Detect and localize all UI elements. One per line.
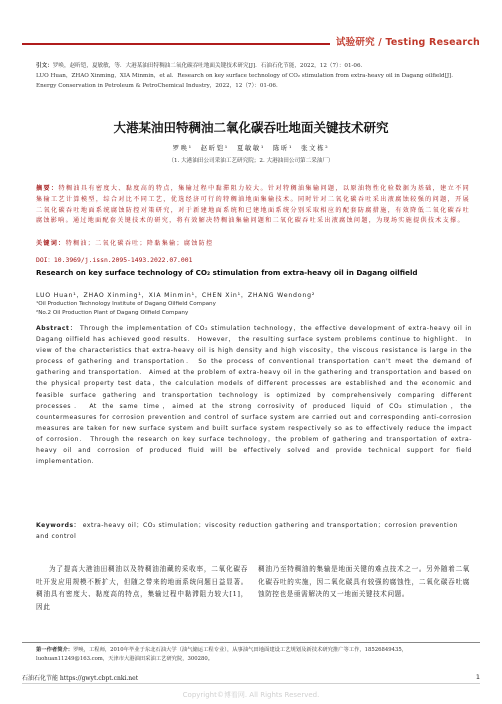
chinese-abstract [36, 184, 470, 227]
copyright-watermark: Copyright©博看网. All Rights Reserved. [182, 691, 320, 699]
english-affiliation-1: ¹Oil Production Technology Institute of Dagang Oilfield Company [36, 301, 216, 307]
citation-block [36, 61, 472, 91]
citation-cn: 罗唤，赵昕铠，夏敏敏，等．大港某油田特稠油二氧化碳吞吐地面关键技术研究[J]．石油石化节能，2022，12（7）：01-06． [52, 63, 367, 69]
section-header [22, 37, 480, 48]
page-number: 1 [475, 673, 480, 681]
author-list: 罗唤¹ 赵昕铠¹ 夏敏敏¹ 陈昕¹ 张文栋² [172, 144, 330, 152]
english-keywords [36, 520, 472, 542]
footnote-divider [22, 642, 480, 643]
body-right-column: 稠油乃至特稠油的集输是地面关键的难点技术之一。另外随着二氧化碳吞吐的实施，因二氧化碳具有较强的腐蚀性，二氧化碳吞吐腐蚀防控也是亟需解决的又一地面关键技术问题。 [258, 565, 470, 599]
english-affiliation-2: ²No.2 Oil Production Plant of Dagang Oilfield Company [36, 310, 189, 316]
english-title: Research on key surface technology of CO₂ stimulation from extra-heavy oil in Dagang oilfield [36, 268, 418, 277]
chinese-abstract-text: 特稠油具有密度大、黏度高的特点，集输过程中黏滞阻力较大。针对特稠油集输问题，以原油物性化验数据为基础，建立不同集输工艺计算模型，综合对比不同工艺，优选经济可行的特稠油地面集输技术。同时针对二氧化碳吞吐采出液腐蚀较强的问题，开展二氧化碳吞吐地面系统腐蚀防控对策研究，对于新建地面系统和已建地面系统分别采取相应的配套防腐措施，有效降低二氧化碳吞吐腐蚀影响。通过地面配套关键技术的研究，将有效解决特稠油集输问题和二氧化碳吞吐采出液腐蚀问题，为现场实施提供技术支撑。 [36, 185, 470, 225]
english-abstract-label: Abstract： [36, 325, 78, 332]
paper-title: 大港某油田特稠油二氧化碳吞吐地面关键技术研究 [113, 120, 389, 135]
english-keywords-text: extra-heavy oil；CO₂ stimulation；viscosity reduction gathering and transportation；corrosion prevention and control [36, 522, 458, 541]
chinese-keywords-text: 特稠油；二氧化碳吞吐；降黏集输；腐蚀防控 [65, 240, 214, 247]
section-label: 试验研究 / Testing Research [330, 34, 480, 48]
chinese-abstract-label: 摘要： [36, 185, 59, 192]
chinese-keywords [36, 238, 470, 247]
body-left-column: 为了提高大港油田稠油以及特稠油油藏的采收率，二氧化碳吞吐开发应用规模不断扩大，但随之带来的地面系统问题日益显著。稠油具有密度大、黏度高的特点，集输过程中黏滞阻力较大[1]，因此 [36, 565, 248, 611]
english-abstract [36, 323, 472, 467]
footer-rule [22, 683, 480, 684]
english-keywords-label: Keywords： [36, 522, 81, 529]
author-footnote [36, 646, 472, 664]
english-abstract-text: Through the implementation of CO₂ stimulation technology，the effective development of extra-heavy oil in Dagang oilfield has achieved good results． However， the resulting surface system problems continue to highlight． In view of the characteristics that extra-heavy oil is high density and high viscosity，the viscous resistance is large in the process of gathering and transportation． So the process of conventional transportation can't meet the demand of gathering and transportation． Aimed at the problem of extra-heavy oil in the gathering and transportation and based on the physical property test data，the calculation models of different processes are established and the economic and feasible surface gathering and transportation technology is optimized by comprehensively comparing different processes． At the same time，aimed at the strong corrosivity of produced liquid of CO₂ stimulation，the countermeasures for corrosion prevention and control of surface system are carried out and corresponding anti-corrosion measures are taken for new surface system and built surface system respectively so as to effectively reduce the impact of corrosion． Through the research on key surface technology，the problem of gathering and transportation of extra-heavy oil and corrosion of produced fluid will be effectively solved and provide technical support for field implementation． [36, 325, 472, 466]
affiliations: （1. 大港油田公司采油工艺研究院；2. 大港油田公司第二采油厂） [168, 158, 334, 164]
journal-footer[interactable]: 石油石化节能 https://gwyt.cbpt.cnki.net [22, 675, 139, 682]
footnote-label: 第一作者简介： [36, 647, 74, 653]
footnote-text: 罗唤，工程师，2010年毕业于东北石油大学（油气储运工程专业），从事油气田地面建设工艺规划及新技术研究推广等工作，18526849435，luohuan11249@163.com，天津市大港油田采油工艺研究院，300280。 [36, 647, 408, 662]
english-authors: LUO Huan¹，ZHAO Xinming¹，XIA Minmin¹，CHEN Xin¹，ZHANG Wendong² [36, 292, 316, 299]
citation-label: 引文： [36, 63, 53, 69]
chinese-keywords-label: 关键词： [36, 240, 66, 247]
citation-en: LUO Huan，ZHAO Xinming，XIA Minmin，et al．Research on key surface technology of CO₂ stimulation from extra-heavy oil in Dagang oilfield[J]．Energy Conservation in Petroleum & PetroChemical Industry，2022，12（7）：01-06． [36, 73, 457, 89]
doi-link[interactable]: DOI：10.3969/j.issn.2095-1493.2022.07.001 [36, 256, 193, 264]
